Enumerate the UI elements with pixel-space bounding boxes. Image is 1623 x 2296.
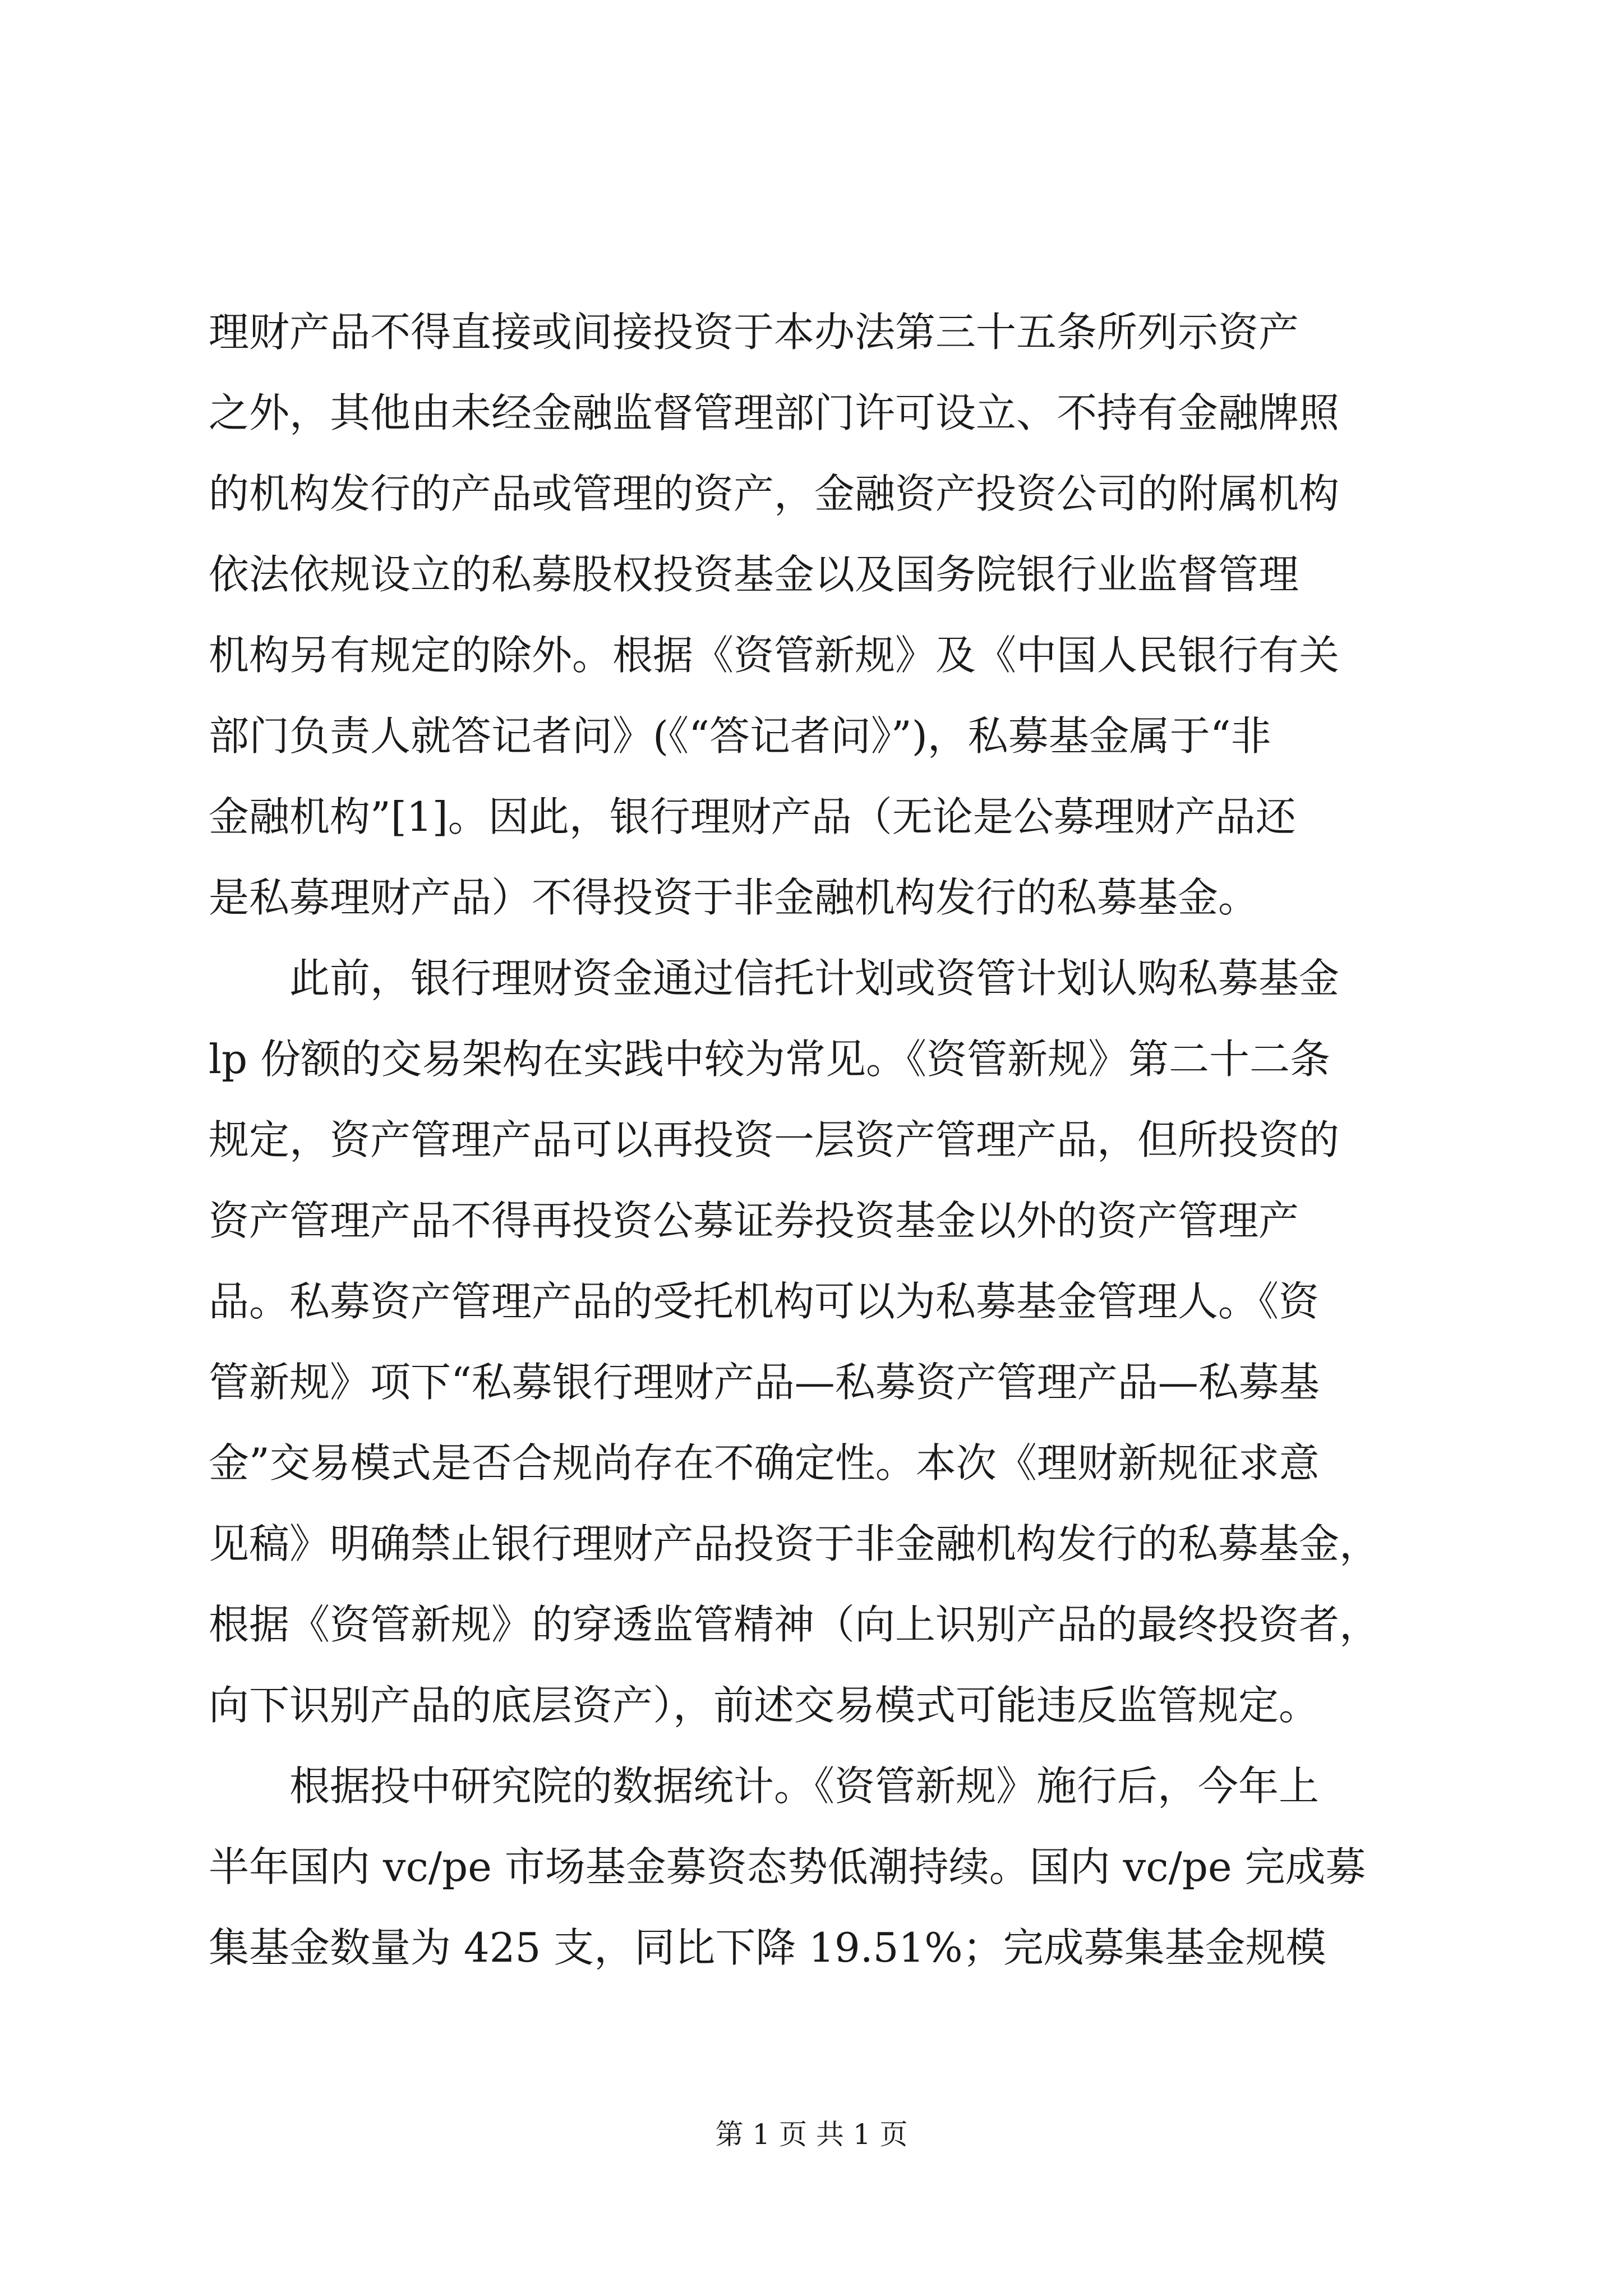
text-line: 资产管理产品不得再投资公募证券投资基金以外的资产管理产 xyxy=(209,1197,1299,1244)
text-line: 向下识别产品的底层资产），前述交易模式可能违反监管规定。 xyxy=(209,1682,1320,1729)
text-line: lp 份额的交易架构在实践中较为常见。《资管新规》第二十二条 xyxy=(209,1036,1331,1083)
text-line: 根据投中研究院的数据统计。《资管新规》施行后，今年上 xyxy=(289,1763,1320,1810)
text-line: 是私募理财产品）不得投资于非金融机构发行的私募基金。 xyxy=(209,874,1259,921)
paragraph xyxy=(209,292,1420,938)
text-line: 理财产品不得直接或间接投资于本办法第三十五条所列示资产 xyxy=(209,309,1299,356)
text-line: 依法依规设立的私募股权投资基金以及国务院银行业监督管理 xyxy=(209,551,1299,598)
text-line: 之外，其他由未经金融监督管理部门许可设立、不持有金融牌照 xyxy=(209,389,1340,436)
document-body xyxy=(209,292,1420,1988)
paragraph xyxy=(209,1746,1420,1988)
text-line: 管新规》项下“私募银行理财产品—私募资产管理产品—私募基 xyxy=(209,1359,1320,1406)
text-line: 部门负责人就答记者问》(《“答记者问》”)，私募基金属于“非 xyxy=(209,712,1271,760)
text-line: 根据《资管新规》的穿透监管精神（向上识别产品的最终投资者， xyxy=(209,1601,1380,1648)
text-line: 机构另有规定的除外。根据《资管新规》及《中国人民银行有关 xyxy=(209,632,1340,679)
paragraph xyxy=(209,938,1420,1746)
text-line: 此前，银行理财资金通过信托计划或资管计划认购私募基金 xyxy=(289,955,1340,1002)
text-line: 集基金数量为 425 支，同比下降 19.51%；完成募集基金规模 xyxy=(209,1924,1326,1971)
text-line: 金融机构”[1]。因此，银行理财产品（无论是公募理财产品还 xyxy=(209,793,1296,840)
text-line: 规定，资产管理产品可以再投资一层资产管理产品，但所投资的 xyxy=(209,1116,1340,1163)
text-line: 金”交易模式是否合规尚存在不确定性。本次《理财新规征求意 xyxy=(209,1439,1320,1487)
text-line: 见稿》明确禁止银行理财产品投资于非金融机构发行的私募基金， xyxy=(209,1520,1380,1567)
text-line: 品。私募资产管理产品的受托机构可以为私募基金管理人。《资 xyxy=(209,1278,1320,1325)
page-footer: 第 1 页 共 1 页 xyxy=(715,2118,908,2151)
text-line: 的机构发行的产品或管理的资产，金融资产投资公司的附属机构 xyxy=(209,470,1340,517)
text-line: 半年国内 vc/pe 市场基金募资态势低潮持续。国内 vc/pe 完成募 xyxy=(209,1843,1366,1890)
